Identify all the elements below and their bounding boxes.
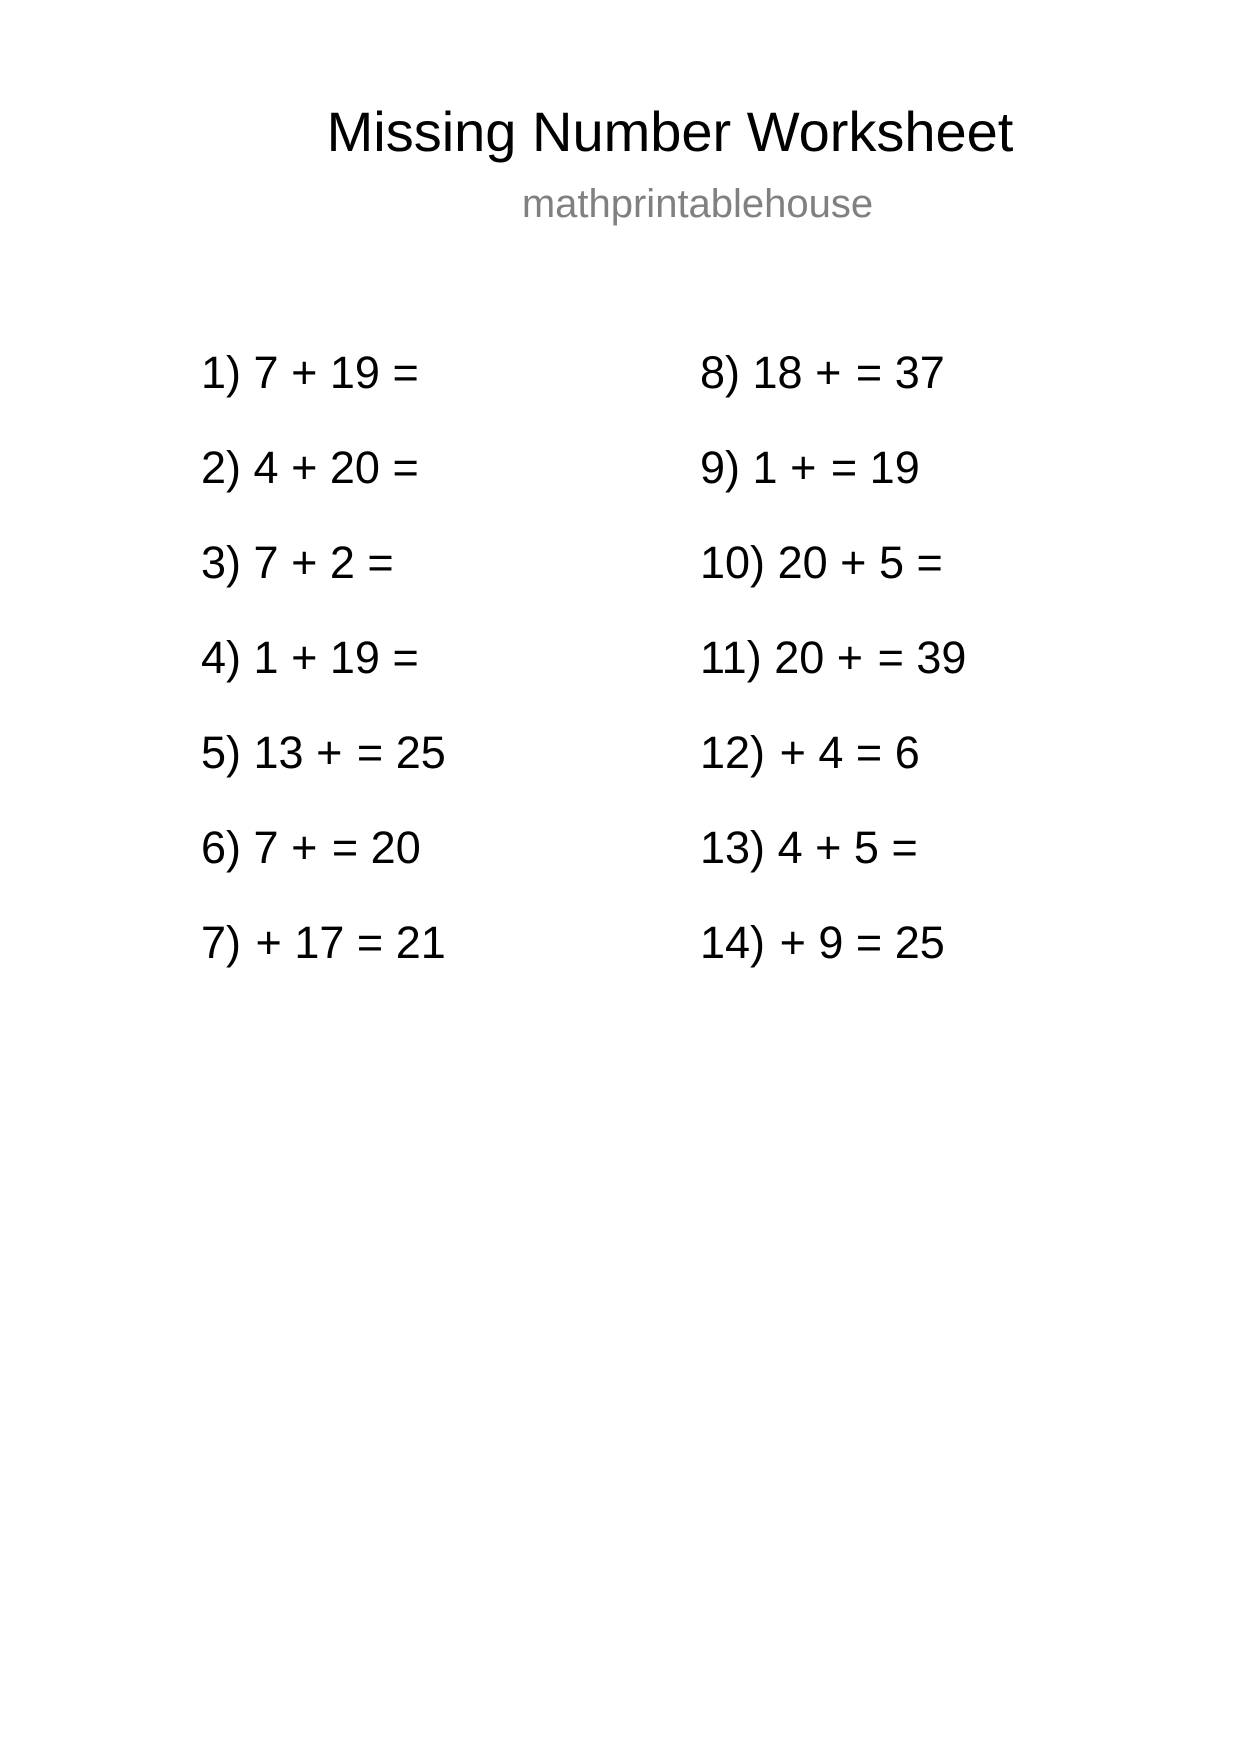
problem-item	[700, 630, 966, 725]
operator: +	[291, 347, 318, 398]
operator: +	[779, 917, 806, 968]
problem-item	[700, 725, 966, 820]
equals-sign: =	[392, 442, 419, 493]
operator: +	[815, 822, 842, 873]
problem-item	[700, 820, 966, 915]
operand-a: 20	[777, 537, 828, 588]
operand-a: 13	[253, 727, 304, 778]
operand-b: 17	[294, 917, 345, 968]
operator: +	[291, 537, 318, 588]
problem-item	[700, 535, 966, 630]
equals-sign: =	[855, 347, 883, 398]
operand-a: 18	[752, 347, 803, 398]
equals-sign: =	[367, 537, 394, 588]
operand-a: 7	[253, 537, 279, 588]
operand-b: 20	[329, 442, 380, 493]
operand-b: 9	[818, 917, 844, 968]
result: 39	[916, 632, 967, 683]
problem-number: 4)	[201, 632, 242, 683]
operand-b: 4	[818, 727, 844, 778]
problem-item	[201, 725, 446, 820]
problem-number: 9)	[700, 442, 741, 493]
operator: +	[291, 822, 318, 873]
problem-number: 12)	[700, 727, 766, 778]
problems-column-left	[201, 345, 446, 1010]
operator: +	[316, 727, 343, 778]
problem-item	[201, 820, 446, 915]
equals-sign: =	[891, 822, 918, 873]
problem-number: 1)	[201, 347, 242, 398]
operator: +	[815, 347, 842, 398]
result: 25	[894, 917, 945, 968]
operand-b: 19	[329, 632, 380, 683]
operator: +	[779, 727, 806, 778]
equals-sign: =	[855, 727, 883, 778]
operator: +	[836, 632, 864, 683]
problem-number: 7)	[201, 917, 242, 968]
equals-sign: =	[855, 917, 883, 968]
problem-number: 2)	[201, 442, 242, 493]
result: 6	[894, 727, 920, 778]
operand-a: 1	[752, 442, 778, 493]
problem-number: 13)	[700, 822, 766, 873]
problem-item	[700, 915, 966, 1010]
equals-sign: =	[830, 442, 858, 493]
operand-b: 19	[329, 347, 380, 398]
problem-number: 6)	[201, 822, 242, 873]
operand-b: 2	[329, 537, 355, 588]
equals-sign: =	[356, 727, 384, 778]
problem-number: 5)	[201, 727, 242, 778]
equals-sign: =	[331, 822, 359, 873]
problem-item	[201, 915, 446, 1010]
operand-a: 4	[777, 822, 803, 873]
problem-item	[700, 345, 966, 440]
operand-b: 5	[853, 822, 879, 873]
equals-sign: =	[356, 917, 384, 968]
operand-a: 20	[774, 632, 825, 683]
result: 25	[395, 727, 446, 778]
worksheet-title: Missing Number Worksheet	[326, 100, 1014, 163]
operator: +	[255, 917, 282, 968]
operator: +	[840, 537, 867, 588]
problem-item	[700, 440, 966, 535]
equals-sign: =	[392, 632, 419, 683]
problem-number: 11)	[700, 632, 762, 683]
problem-item	[201, 345, 446, 440]
operator: +	[291, 442, 318, 493]
operator: +	[291, 632, 318, 683]
operand-a: 7	[253, 347, 279, 398]
equals-sign: =	[392, 347, 419, 398]
problems-column-right	[700, 345, 966, 1010]
operand-b: 5	[878, 537, 904, 588]
operand-a: 4	[253, 442, 279, 493]
problem-item	[201, 440, 446, 535]
problem-number: 3)	[201, 537, 242, 588]
problem-number: 14)	[700, 917, 766, 968]
problem-number: 10)	[700, 537, 766, 588]
worksheet-source: mathprintablehouse	[521, 182, 874, 226]
equals-sign: =	[916, 537, 943, 588]
result: 19	[869, 442, 920, 493]
result: 21	[395, 917, 446, 968]
problem-item	[201, 535, 446, 630]
problem-number: 8)	[700, 347, 741, 398]
operator: +	[790, 442, 817, 493]
result: 20	[370, 822, 421, 873]
operand-a: 1	[253, 632, 279, 683]
equals-sign: =	[877, 632, 904, 683]
operand-a: 7	[253, 822, 279, 873]
result: 37	[894, 347, 945, 398]
problem-item	[201, 630, 446, 725]
